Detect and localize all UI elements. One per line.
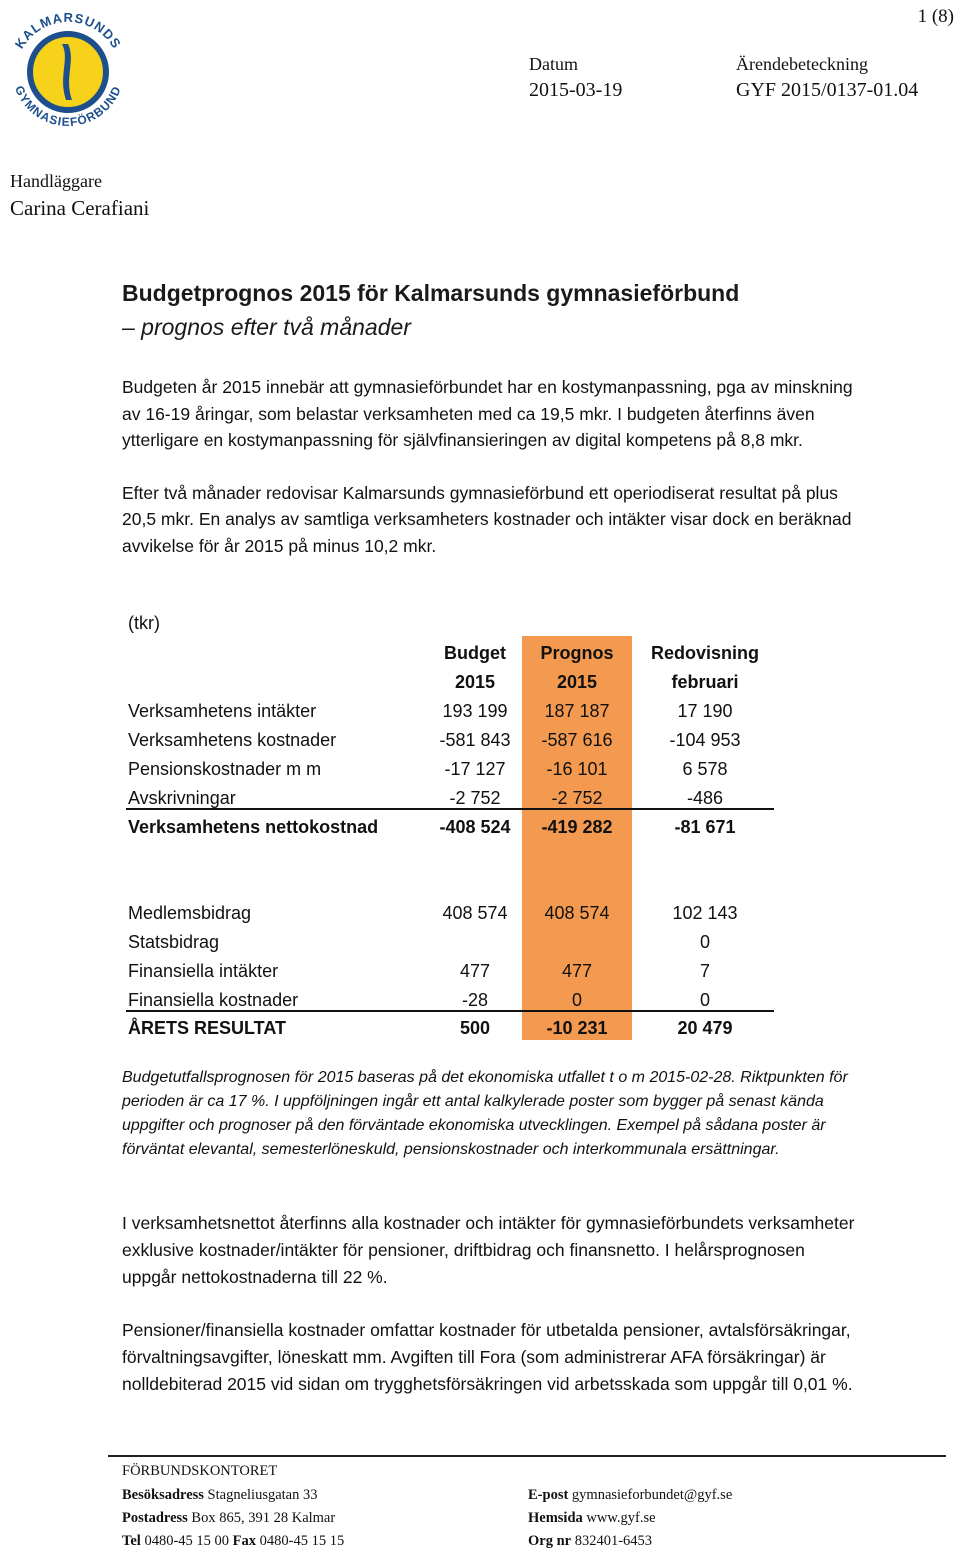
row-prognos-value: -16 101 xyxy=(546,759,608,779)
handler-label: Handläggare xyxy=(10,171,102,191)
intro-paragraph: Budgeten år 2015 innebär att gymnasieförbundet har en kostymanpassning, pga av minskning av 16-19 åringar, som belastar verksamheten med ca 19,5 mkr. I budgeten återfinns även ytterligare en kostymanpassning för självfinansieringen av digital kompetens på 8,8 mkr. xyxy=(122,377,853,450)
net-operations-paragraph: I verksamhetsnettot återfinns alla kostnader och intäkter för gymnasieförbundets verksamheter exklusive kostnader/intäkter för pensioner, driftbidrag och finansnetto. I helårsprognosen uppgår nettokostnaderna till 22 %. xyxy=(122,1213,855,1287)
row-redovisning-value: 17 190 xyxy=(677,701,733,721)
row-redovisning-value: 0 xyxy=(699,932,710,952)
row-label: ÅRETS RESULTAT xyxy=(128,1018,286,1038)
footer-post-address xyxy=(122,1510,335,1527)
table-rule xyxy=(126,1010,774,1012)
footer-divider xyxy=(108,1455,946,1457)
row-prognos-value: 408 574 xyxy=(544,903,610,923)
row-prognos-value: 477 xyxy=(561,961,593,981)
footer-tel-value: 0480-45 15 00 xyxy=(144,1533,230,1549)
footer-org-value: 832401-6453 xyxy=(574,1533,653,1549)
footer-web-label: Hemsida xyxy=(528,1510,583,1526)
date-value: 2015-03-19 xyxy=(529,79,623,101)
header-redovisning-line1: Redovisning xyxy=(650,643,759,663)
row-label: Finansiella kostnader xyxy=(128,990,299,1010)
row-budget-value: -408 524 xyxy=(439,817,511,837)
footer-office: FÖRBUNDSKONTORET xyxy=(122,1463,278,1479)
reference-value: GYF 2015/0137-01.04 xyxy=(736,79,919,101)
row-redovisning-value: 7 xyxy=(699,961,710,981)
footer-visit-address xyxy=(122,1487,318,1504)
row-budget-value: -581 843 xyxy=(439,730,511,750)
forecast-note: Budgetutfallsprognosen för 2015 baseras på det ekonomiska utfallet t o m 2015-02-28. Riktpunkten för perioden är ca 17 %. I uppföljningen ingår ett antal kalkylerade poster som bygger på senast kända uppgifter och prognoser på den förväntade ekonomiska utvecklingen. Exempel på sådana poster är förväntat elevantal, semesterlöneskuld, pensionskostnader och interkommunala ersättningar. xyxy=(122,1069,848,1158)
header-budget-line2: 2015 xyxy=(454,672,496,692)
row-label: Avskrivningar xyxy=(128,788,236,808)
row-prognos-value: -10 231 xyxy=(546,1018,608,1038)
handler-value: Carina Cerafiani xyxy=(10,196,150,220)
logo-top-text: KALMARSUNDS xyxy=(11,9,125,52)
footer-visit-label: Besöksadress xyxy=(122,1487,204,1503)
row-budget-value: -28 xyxy=(461,990,488,1010)
header-budget-line1: Budget xyxy=(444,643,506,663)
result-paragraph: Efter två månader redovisar Kalmarsunds gymnasieförbund ett operiodiserat resultat på plus 20,5 mkr. En analys av samtliga verksamheters kostnader och intäkter visar dock en beräknad avvikelse för år 2015 på minus 10,2 mkr. xyxy=(122,482,852,556)
row-redovisning-value: 0 xyxy=(699,990,710,1010)
header-prognos-line1: Prognos xyxy=(540,643,614,663)
footer-website xyxy=(528,1510,656,1527)
document-subtitle: – prognos efter två månader xyxy=(122,314,411,340)
footer-tel-label: Tel xyxy=(122,1533,141,1549)
footer-fax-label: Fax xyxy=(232,1533,257,1549)
row-redovisning-value: 20 479 xyxy=(677,1018,733,1038)
row-prognos-value: 187 187 xyxy=(544,701,610,721)
row-label: Medlemsbidrag xyxy=(128,903,252,923)
footer-email xyxy=(528,1487,732,1504)
row-label: Verksamhetens kostnader xyxy=(128,730,337,750)
row-redovisning-value: -486 xyxy=(686,788,724,808)
footer-post-value: Box 865, 391 28 Kalmar xyxy=(191,1510,336,1526)
row-redovisning-value: 6 578 xyxy=(682,759,728,779)
budget-table xyxy=(122,610,782,1042)
row-budget-value: 500 xyxy=(459,1018,491,1038)
row-label: Verksamhetens intäkter xyxy=(128,701,317,721)
footer-post-label: Postadress xyxy=(122,1510,188,1526)
row-budget-value: -17 127 xyxy=(444,759,506,779)
pension-paragraph: Pensioner/finansiella kostnader omfattar kostnader för utbetalda pensioner, avtalsförsäkringar, förvaltningsavgifter, löneskatt mm. Avgiften till Fora (som administrerar AFA försäkringar) är nolldebiterad 2015 vid sidan om trygghetsförsäkringen vid arbetsskada som uppgår till 0,01 %. xyxy=(122,1320,853,1394)
footer-email-label: E-post xyxy=(528,1487,569,1503)
footer-email-link[interactable]: gymnasieforbundet@gyf.se xyxy=(571,1487,733,1503)
row-budget-value: 408 574 xyxy=(442,903,508,923)
row-redovisning-value: -104 953 xyxy=(669,730,741,750)
row-redovisning-value: -81 671 xyxy=(674,817,736,837)
page-number: 1 (8) xyxy=(917,6,954,27)
footer-web-link[interactable]: www.gyf.se xyxy=(586,1510,656,1526)
table-unit: (tkr) xyxy=(128,613,160,633)
document-title: Budgetprognos 2015 för Kalmarsunds gymnasieförbund xyxy=(122,280,740,306)
table-rule xyxy=(126,808,774,810)
organization-logo xyxy=(2,4,134,136)
row-prognos-value: -419 282 xyxy=(541,817,613,837)
row-budget-value: 193 199 xyxy=(442,701,508,721)
footer-phone xyxy=(122,1533,344,1550)
row-prognos-value: -2 752 xyxy=(551,788,603,808)
footer-fax-value: 0480-45 15 15 xyxy=(259,1533,345,1549)
row-label: Pensionskostnader m m xyxy=(128,759,322,779)
row-label: Verksamhetens nettokostnad xyxy=(128,817,379,837)
row-budget-value: 477 xyxy=(459,961,491,981)
row-budget-value: -2 752 xyxy=(449,788,501,808)
header-redovisning-line2: februari xyxy=(671,672,739,692)
logo-bottom-text: GYMNASIEFÖRBUND xyxy=(11,83,124,130)
row-label: Finansiella intäkter xyxy=(128,961,279,981)
main-content xyxy=(122,278,862,559)
footer-org-label: Org nr xyxy=(528,1533,572,1549)
row-redovisning-value: 102 143 xyxy=(672,903,738,923)
footer-org-number xyxy=(528,1533,652,1550)
row-prognos-value: 0 xyxy=(571,990,582,1010)
header-prognos-line2: 2015 xyxy=(556,672,598,692)
row-label: Statsbidrag xyxy=(128,932,220,952)
row-prognos-value: -587 616 xyxy=(541,730,613,750)
reference-label: Ärendebeteckning xyxy=(736,54,868,74)
footer-visit-value: Stagneliusgatan 33 xyxy=(207,1487,318,1503)
date-label: Datum xyxy=(529,54,578,74)
